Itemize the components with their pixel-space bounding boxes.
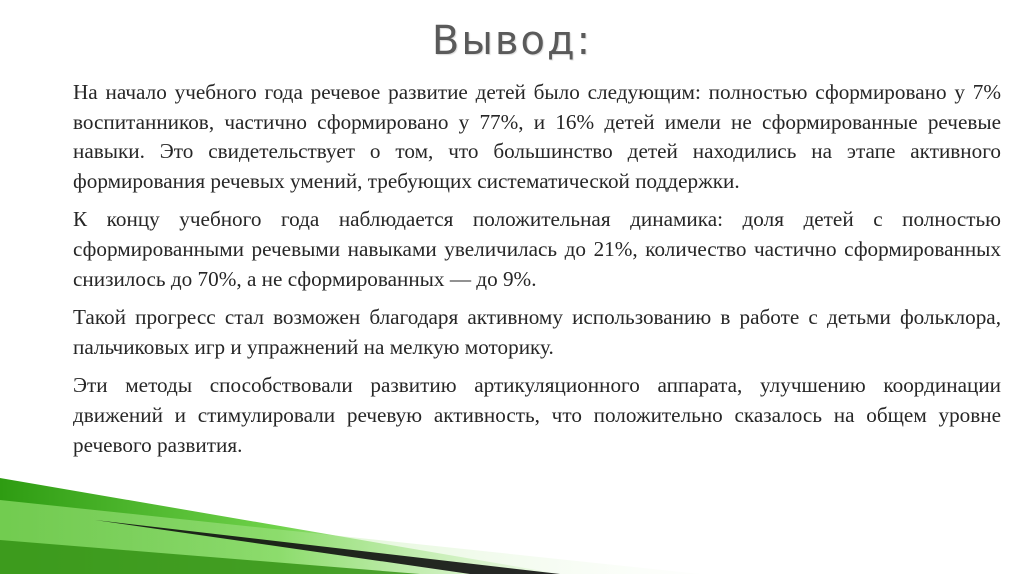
paragraph-4: Эти методы способствовали развитию артикуляционного аппарата, улучшению координации движений и стимулировали речевую активность, что положительно сказалось на общем уровне речевого развития. [73,373,1001,457]
slide-title: Вывод: [431,18,593,64]
paragraph-1: На начало учебного года речевое развитие детей было следующим: полностью сформировано у 7% воспитанников, частично сформировано у 77%, и 16% детей имели не сформированные речевые навыки. Это свидетельствует о том, что большинство детей находились на этапе активного формирования речевых умений, требующих систематической поддержки. [73,80,1001,193]
slide-body [73,78,1001,469]
paragraph-3: Такой прогресс стал возможен благодаря активному использованию в работе с детьми фольклора, пальчиковых игр и упражнений на мелкую моторику. [73,305,1001,359]
paragraph-2: К концу учебного года наблюдается положительная динамика: доля детей с полностью сформированными речевыми навыками увеличилась до 21%, количество частично сформированных снизилось до 70%, а не сформированных — до 9%. [73,207,1001,291]
